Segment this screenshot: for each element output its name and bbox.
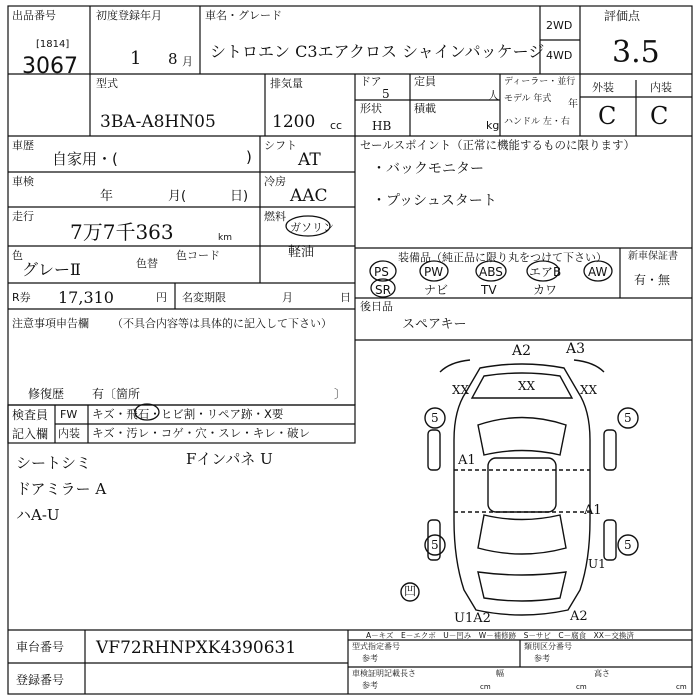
inspector-label-2: 記入欄 (12, 427, 49, 441)
recycle-yen: 円 (156, 291, 167, 304)
int-label: 内装 (58, 427, 80, 440)
repair-value: 有〔箇所 (92, 387, 141, 401)
ac-value: AAC (290, 186, 328, 206)
mark-5-rl: 5 (431, 538, 439, 552)
use-label: 車歴 (12, 139, 34, 152)
mark-5-fl: 5 (431, 411, 439, 425)
mark-dent: 凹 (404, 584, 417, 598)
equip-tv: TV (481, 283, 497, 297)
class-ref: 参考 (534, 654, 550, 663)
class-label: 類別区分番号 (524, 642, 572, 651)
shape: HB (372, 119, 392, 133)
mark-a3-top: A3 (566, 341, 586, 357)
color-value: グレーⅡ (22, 260, 81, 279)
height-label: 高さ (594, 669, 610, 678)
fuel-label: 燃料 (264, 210, 286, 223)
shift-label: シフト (264, 139, 297, 152)
repair-end: 〕 (334, 387, 347, 401)
mark-u1-right: U1 (588, 557, 606, 571)
displacement-unit: cc (330, 119, 343, 132)
deadline-day: 日 (340, 291, 351, 304)
remark-line-1: シートシミ (16, 454, 92, 472)
equip-aw: AW (588, 265, 608, 279)
first-reg-month: 8 (168, 50, 178, 68)
fuel-diesel: 軽油 (288, 245, 315, 260)
capacity-unit: 人 (488, 89, 499, 102)
capacity-label: 定員 (414, 75, 436, 88)
repaint-label: 色替 (136, 257, 158, 270)
notes-label: 注意事項申告欄 (12, 317, 89, 330)
equip-airbag: エアB (529, 265, 562, 279)
shape-label: 形状 (360, 102, 382, 115)
first-reg-year: 1 (130, 48, 142, 69)
exterior-grade: C (598, 102, 617, 130)
reg-deadline-label: 名変期限 (182, 291, 226, 304)
mark-a1-left: A1 (458, 453, 476, 468)
inspection-label: 車検 (12, 175, 34, 188)
reg-label: 登録番号 (16, 673, 65, 687)
recycle-value: 17,310 (58, 288, 114, 307)
mark-5-fr: 5 (624, 411, 632, 425)
remark-line-3: ハA-U (16, 506, 60, 524)
height-unit: cm (676, 683, 687, 691)
sales-point-2: ・プッシュスタート (372, 193, 497, 209)
use-close: ) (246, 148, 252, 166)
diagram-legend: A－キズ E－エクボ U－凹み W－補修跡 S－サビ C－腐食 XX－交換済 (366, 631, 634, 640)
ac-label: 冷房 (264, 175, 286, 188)
mark-xx-center: XX (518, 379, 536, 393)
model-year-label: モデル 年式 (504, 94, 552, 104)
sales-points-label: セールスポイント（正常に機能するものに限ります） (360, 138, 635, 152)
use-value: 自家用・( (52, 150, 118, 168)
deadline-month: 月 (282, 291, 293, 304)
drive-2wd: 2WD (546, 19, 573, 32)
interior-label: 内装 (650, 81, 672, 94)
equip-sr: SR (375, 283, 391, 297)
aftermarket-value: スペアキー (402, 317, 467, 332)
width-label: 幅 (496, 669, 504, 678)
remark-line-2: ドアミラー A (16, 480, 107, 498)
doors: 5 (382, 87, 390, 101)
mileage-unit: km (218, 233, 232, 243)
lot-label: 出品番号 (12, 9, 56, 22)
mark-a2-bottom: A2 (570, 609, 588, 624)
mileage-value: 7万7千363 (70, 220, 174, 244)
displacement: 1200 (272, 112, 316, 132)
length-unit: cm (480, 683, 491, 691)
width-unit: cm (576, 683, 587, 691)
car-name: シトロエン C3エアクロス シャインパッケージ (210, 42, 545, 61)
doors-label: ドア (360, 75, 382, 88)
equip-navi: ナビ (424, 283, 449, 297)
mark-5-rr: 5 (624, 538, 632, 552)
exterior-label: 外装 (592, 81, 614, 94)
score-label: 評価点 (604, 9, 641, 23)
length-label: 長さ (400, 669, 416, 678)
handle-label: ハンドル 左・右 (504, 117, 570, 127)
mark-a2-top: A2 (512, 343, 532, 359)
mark-u1a2-bottom: U1A2 (454, 611, 491, 626)
new-warranty-label: 新車保証書 (628, 251, 678, 262)
dealer-label: ディーラー・並行 (504, 77, 576, 87)
equip-leather: カワ (533, 283, 558, 297)
first-reg-label: 初度登録年月 (96, 9, 162, 22)
shift-value: AT (298, 150, 321, 170)
vin-cert-ref: 参考 (362, 681, 378, 690)
lot-number: 3067 (22, 54, 78, 79)
lot-sub: [1814] (36, 39, 70, 50)
chassis-number: VF72RHNPXK4390631 (96, 638, 297, 658)
score: 3.5 (612, 35, 660, 70)
model: 3BA-A8HN05 (100, 112, 216, 132)
displacement-label: 排気量 (270, 77, 303, 90)
vin-cert-label: 車検証明記載 (352, 669, 400, 678)
model-label: 型式 (96, 77, 118, 90)
interior-grade: C (650, 102, 669, 130)
year-unit: 年 (568, 99, 578, 110)
sales-point-1: ・バックモニター (372, 161, 484, 177)
inspection-month: 月( (168, 189, 187, 204)
color-code-label: 色コード (176, 249, 220, 262)
equip-ps: PS (374, 265, 389, 279)
type-cert-label: 型式指定番号 (352, 642, 400, 651)
fw-items: キズ・飛石・ヒビ割・リペア跡・X要 (92, 407, 284, 421)
inspector-label-1: 検査員 (12, 408, 49, 422)
chassis-label: 車台番号 (16, 640, 65, 654)
color-label: 色 (12, 249, 23, 262)
load-label: 積載 (414, 102, 436, 115)
equip-abs: ABS (479, 265, 503, 279)
new-warranty-value: 有・無 (634, 273, 671, 287)
aftermarket-label: 後日品 (360, 300, 393, 313)
month-unit: 月 (182, 55, 193, 68)
car-diagram (401, 360, 638, 615)
inspection-day: 日) (230, 189, 249, 204)
type-cert-ref: 参考 (362, 654, 378, 663)
drive-4wd: 4WD (546, 49, 573, 62)
notes-sub: （不具合内容等は具体的に記入して下さい） (112, 317, 332, 330)
mark-a1-right: A1 (584, 503, 602, 518)
mark-xx-right: XX (580, 383, 598, 397)
load-unit: kg (486, 119, 500, 132)
mileage-label: 走行 (12, 210, 34, 223)
equipment-label: 装備品（純正品に限り丸をつけて下さい） (398, 251, 607, 264)
remark-right: Fインパネ U (186, 450, 273, 468)
inspection-year: 年 (100, 189, 114, 204)
fuel-gasoline: ガソリン (290, 221, 334, 234)
int-items: キズ・汚レ・コゲ・穴・スレ・キレ・破レ (92, 426, 311, 440)
fw-label: FW (60, 408, 78, 421)
recycle-label: R券 (12, 291, 31, 304)
mark-xx-left: XX (452, 383, 470, 397)
car-name-label: 車名・グレード (205, 9, 282, 22)
equip-pw: PW (424, 265, 444, 279)
repair-label: 修復歴 (28, 387, 65, 401)
